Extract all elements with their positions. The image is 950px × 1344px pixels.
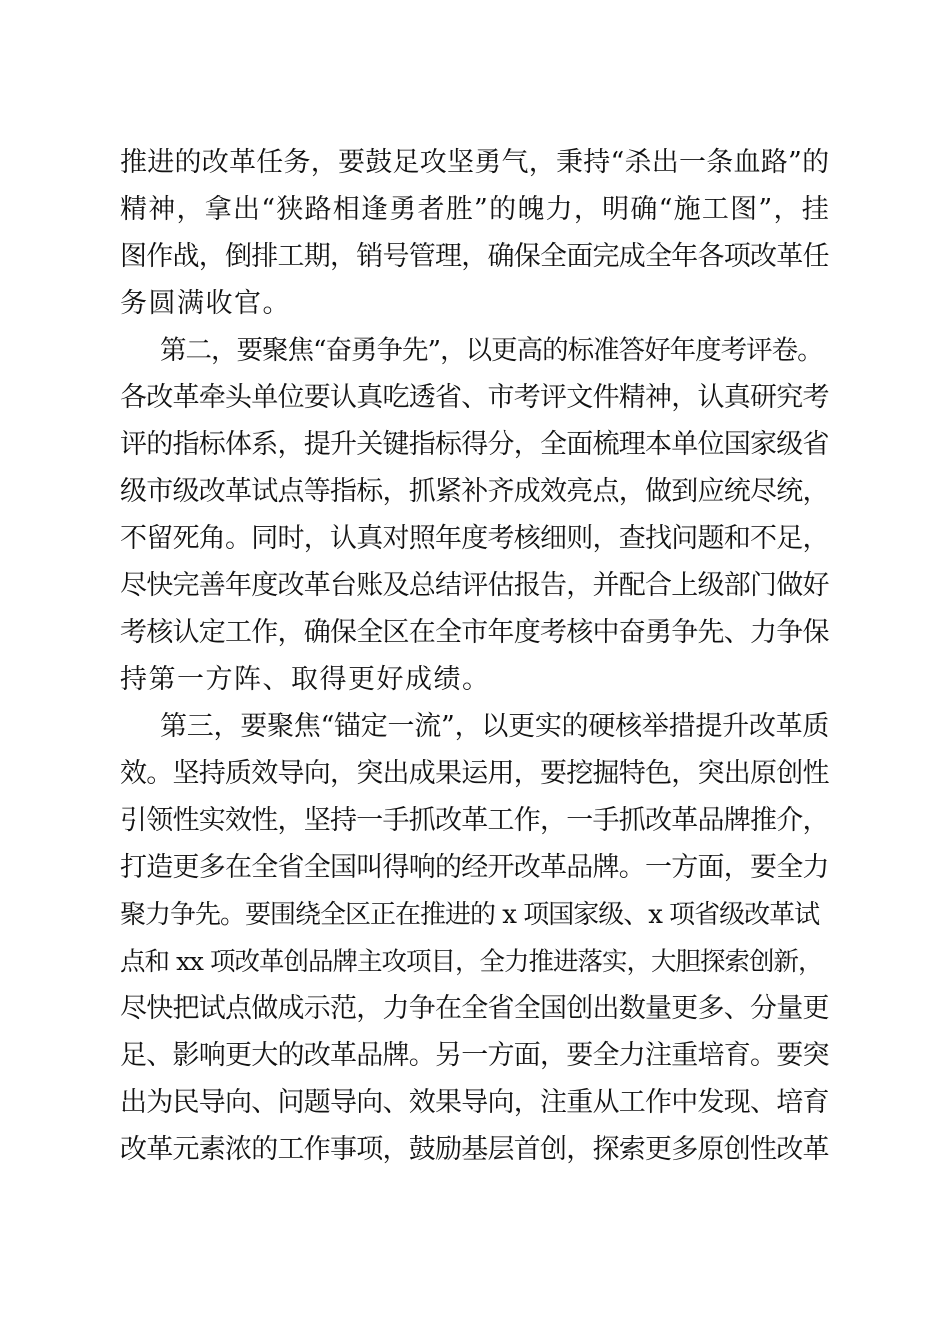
text-line: 出为民导向、问题导向、效果导向，注重从工作中发现、培育	[120, 1087, 829, 1118]
text-line: 考核认定工作，确保全区在全市年度考核中奋勇争先、力争保	[120, 617, 829, 648]
paragraph-heading-3: 第三，要聚焦“锚定一流”，以更实的硬核举措提升改革质	[160, 711, 830, 742]
text-line: 务圆满收官。	[120, 288, 291, 319]
text-line: 足、影响更大的改革品牌。另一方面，要全力注重培育。要突	[120, 1040, 829, 1071]
text-line: 级市级改革试点等指标，抓紧补齐成效亮点，做到应统尽统，	[120, 476, 829, 507]
text-line: 改革元素浓的工作事项，鼓励基层首创，探索更多原创性改革	[120, 1134, 829, 1165]
text-line: 各改革牵头单位要认真吃透省、市考评文件精神，认真研究考	[120, 382, 829, 413]
text-line: 打造更多在全省全国叫得响的经开改革品牌。一方面，要全力	[120, 852, 829, 883]
paragraph-heading-2: 第二，要聚焦“奋勇争先”，以更高的标准答好年度考评卷。	[160, 335, 823, 366]
text-line: 尽快把试点做成示范，力争在全省全国创出数量更多、分量更	[120, 993, 829, 1024]
text-line: 聚力争先。要围绕全区正在推进的 x 项国家级、x 项省级改革试	[120, 900, 820, 930]
text-line: 尽快完善年度改革台账及总结评估报告，并配合上级部门做好	[120, 570, 829, 601]
text-line: 效。坚持质效导向，突出成果运用，要挖掘特色，突出原创性	[120, 758, 829, 789]
text-line: 不留死角。同时，认真对照年度考核细则，查找问题和不足，	[120, 523, 829, 554]
text-line: 引领性实效性，坚持一手抓改革工作，一手抓改革品牌推介，	[120, 805, 829, 836]
text-line: 推进的改革任务，要鼓足攻坚勇气，秉持“杀出一条血路”的	[120, 147, 830, 178]
text-line: 图作战，倒排工期，销号管理，确保全面完成全年各项改革任	[120, 241, 829, 272]
text-line: 精神，拿出“狭路相逢勇者胜”的魄力，明确“施工图”，挂	[120, 194, 830, 225]
text-line: 持第一方阵、取得更好成绩。	[120, 664, 491, 695]
text-line: 点和 xx 项改革创品牌主攻项目，全力推进落实，大胆探索创新，	[120, 947, 823, 977]
text-line: 评的指标体系，提升关键指标得分，全面梳理本单位国家级省	[120, 429, 829, 460]
